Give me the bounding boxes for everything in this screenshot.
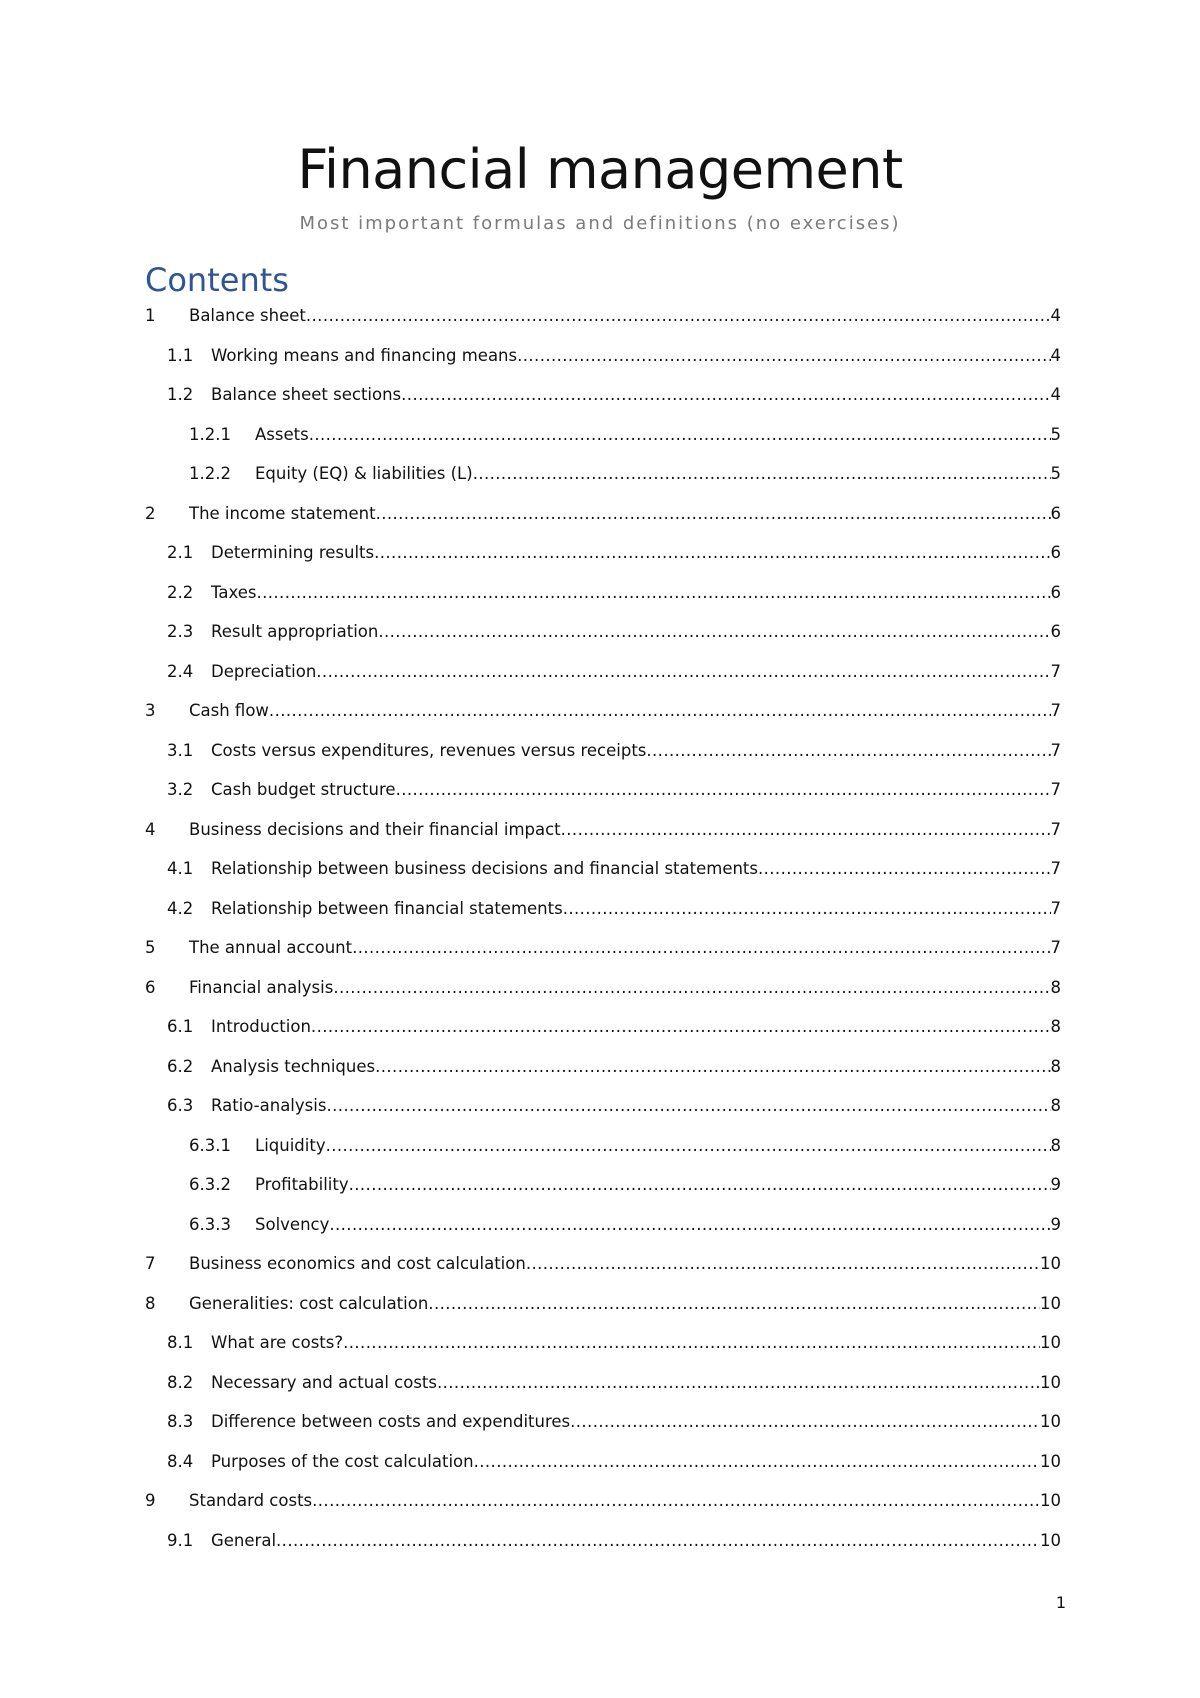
toc-entry-label: Taxes bbox=[211, 582, 257, 602]
toc-entry-number: 8 bbox=[145, 1293, 156, 1313]
toc-entry-page: 10 bbox=[1040, 1451, 1061, 1471]
toc-entry[interactable] bbox=[145, 895, 1061, 935]
toc-dot-leader bbox=[306, 302, 1051, 330]
toc-entry[interactable] bbox=[145, 1290, 1061, 1330]
toc-entry[interactable] bbox=[145, 697, 1061, 737]
toc-entry[interactable] bbox=[145, 460, 1061, 500]
toc-entry-number: 6.1 bbox=[167, 1017, 194, 1036]
toc-entry[interactable] bbox=[145, 1250, 1061, 1290]
toc-entry-number: 2.4 bbox=[167, 661, 194, 681]
toc-entry-page: 8 bbox=[1050, 1096, 1061, 1115]
toc-dot-leader bbox=[333, 974, 1050, 1002]
toc-entry-number: 2 bbox=[145, 503, 156, 523]
toc-entry[interactable] bbox=[145, 776, 1061, 816]
toc-dot-leader bbox=[396, 776, 1051, 804]
toc-entry-number: 1.2.2 bbox=[189, 464, 231, 483]
toc-entry-page: 10 bbox=[1040, 1372, 1061, 1392]
toc-entry[interactable] bbox=[145, 1408, 1061, 1448]
toc-dot-leader bbox=[561, 816, 1051, 844]
toc-dot-leader bbox=[526, 1250, 1040, 1278]
toc-entry-page: 5 bbox=[1050, 424, 1061, 444]
toc-entry[interactable] bbox=[145, 816, 1061, 856]
toc-entry-number: 8.3 bbox=[167, 1412, 194, 1431]
toc-entry-label: Working means and financing means bbox=[211, 345, 518, 365]
toc-entry[interactable] bbox=[145, 1053, 1061, 1093]
toc-entry-label: Determining results bbox=[211, 543, 375, 562]
toc-dot-leader bbox=[437, 1369, 1040, 1397]
toc-entry-page: 10 bbox=[1040, 1293, 1061, 1313]
toc-entry-number: 3.2 bbox=[167, 780, 194, 799]
toc-dot-leader bbox=[375, 1053, 1050, 1081]
document-title: Financial management bbox=[297, 138, 903, 201]
toc-entry-number: 1 bbox=[145, 306, 156, 325]
toc-entry-number: 1.2.1 bbox=[189, 424, 231, 444]
toc-entry-page: 4 bbox=[1050, 345, 1061, 365]
toc-entry-number: 3 bbox=[145, 701, 156, 720]
toc-entry-page: 7 bbox=[1050, 701, 1061, 720]
toc-dot-leader bbox=[428, 1290, 1040, 1318]
toc-entry-label: Equity (EQ) & liabilities (L) bbox=[255, 464, 473, 483]
toc-dot-leader bbox=[309, 421, 1051, 449]
toc-entry-number: 2.3 bbox=[167, 622, 194, 641]
toc-dot-leader bbox=[352, 934, 1050, 962]
toc-entry-page: 10 bbox=[1040, 1254, 1061, 1273]
toc-entry-number: 9.1 bbox=[167, 1530, 194, 1550]
toc-entry-label: Financial analysis bbox=[189, 977, 334, 997]
toc-entry-label: Business decisions and their financial impact bbox=[189, 819, 561, 839]
toc-entry-label: The income statement bbox=[189, 503, 376, 523]
toc-entry-number: 4 bbox=[145, 819, 156, 839]
toc-entry-page: 7 bbox=[1050, 740, 1061, 760]
toc-entry[interactable] bbox=[145, 658, 1061, 698]
toc-entry-label: Purposes of the cost calculation bbox=[211, 1451, 474, 1471]
toc-entry-label: Introduction bbox=[211, 1017, 311, 1036]
toc-dot-leader bbox=[570, 1408, 1040, 1436]
toc-entry-page: 9 bbox=[1050, 1175, 1061, 1194]
toc-dot-leader bbox=[326, 1132, 1051, 1160]
toc-entry[interactable] bbox=[145, 1369, 1061, 1409]
toc-entry-label: Profitability bbox=[255, 1175, 349, 1194]
toc-entry-number: 7 bbox=[145, 1254, 156, 1273]
toc-entry[interactable] bbox=[145, 1211, 1061, 1251]
toc-dot-leader bbox=[646, 737, 1050, 765]
toc-entry-label: Depreciation bbox=[211, 661, 317, 681]
toc-dot-leader bbox=[269, 697, 1051, 725]
toc-entry[interactable] bbox=[145, 539, 1061, 579]
toc-dot-leader bbox=[343, 1329, 1040, 1357]
toc-entry[interactable] bbox=[145, 934, 1061, 974]
toc-entry-label: Assets bbox=[255, 424, 309, 444]
toc-entry-page: 8 bbox=[1050, 1135, 1061, 1155]
page-number: 1 bbox=[1055, 1593, 1066, 1612]
toc-entry-label: Result appropriation bbox=[211, 622, 379, 641]
toc-entry-page: 7 bbox=[1050, 819, 1061, 839]
toc-entry-label: General bbox=[211, 1530, 277, 1550]
toc-entry-number: 1.2 bbox=[167, 385, 194, 404]
toc-entry-number: 6 bbox=[145, 977, 156, 997]
toc-entry-label: Cash budget structure bbox=[211, 780, 396, 799]
toc-dot-leader bbox=[374, 539, 1050, 567]
toc-entry-number: 2.1 bbox=[167, 543, 194, 562]
toc-entry[interactable] bbox=[145, 500, 1061, 540]
toc-entry-number: 2.2 bbox=[167, 582, 194, 602]
toc-entry-page: 6 bbox=[1050, 503, 1061, 523]
toc-entry[interactable] bbox=[145, 1487, 1061, 1527]
toc-dot-leader bbox=[758, 855, 1051, 883]
toc-dot-leader bbox=[326, 1092, 1050, 1120]
toc-entry-number: 8.4 bbox=[167, 1451, 194, 1471]
toc-entry-number: 6.3.1 bbox=[189, 1135, 231, 1155]
toc-entry-label: Business economics and cost calculation bbox=[189, 1254, 526, 1273]
toc-dot-leader bbox=[311, 1013, 1051, 1041]
toc-entry-number: 9 bbox=[145, 1491, 156, 1510]
table-of-contents bbox=[145, 302, 1061, 1566]
toc-dot-leader bbox=[312, 1487, 1040, 1515]
toc-entry[interactable] bbox=[145, 421, 1061, 461]
toc-entry[interactable] bbox=[145, 618, 1061, 658]
toc-entry-label: Standard costs bbox=[189, 1491, 313, 1510]
toc-entry[interactable] bbox=[145, 1527, 1061, 1567]
toc-dot-leader bbox=[376, 500, 1051, 528]
toc-entry[interactable] bbox=[145, 1092, 1061, 1132]
toc-dot-leader bbox=[256, 579, 1050, 607]
toc-entry-label: Ratio-analysis bbox=[211, 1096, 327, 1115]
toc-entry-number: 4.1 bbox=[167, 859, 194, 878]
toc-entry-page: 8 bbox=[1050, 977, 1061, 997]
toc-entry[interactable] bbox=[145, 1448, 1061, 1488]
toc-dot-leader bbox=[316, 658, 1050, 686]
toc-entry-page: 10 bbox=[1040, 1530, 1061, 1550]
toc-dot-leader bbox=[349, 1171, 1051, 1199]
toc-entry[interactable] bbox=[145, 1013, 1061, 1053]
toc-entry-page: 5 bbox=[1050, 464, 1061, 483]
toc-entry-label: Analysis techniques bbox=[211, 1056, 376, 1076]
toc-entry[interactable] bbox=[145, 1171, 1061, 1211]
toc-entry-page: 6 bbox=[1050, 543, 1061, 562]
toc-entry-page: 8 bbox=[1050, 1017, 1061, 1036]
toc-entry-page: 10 bbox=[1040, 1412, 1061, 1431]
toc-entry-number: 8.2 bbox=[167, 1372, 194, 1392]
toc-entry-page: 7 bbox=[1050, 780, 1061, 799]
toc-entry-page: 7 bbox=[1050, 661, 1061, 681]
toc-entry-number: 6.3.3 bbox=[189, 1214, 231, 1234]
toc-entry-label: Generalities: cost calculation bbox=[189, 1293, 429, 1313]
document-subtitle: Most important formulas and definitions (no exercises) bbox=[299, 213, 901, 234]
toc-entry-label: Balance sheet sections bbox=[211, 385, 402, 404]
toc-dot-leader bbox=[378, 618, 1050, 646]
toc-dot-leader bbox=[473, 460, 1051, 488]
toc-entry-number: 4.2 bbox=[167, 898, 194, 918]
toc-entry-page: 10 bbox=[1040, 1491, 1061, 1510]
toc-entry-number: 6.2 bbox=[167, 1056, 194, 1076]
toc-entry[interactable] bbox=[145, 579, 1061, 619]
toc-entry-label: Relationship between business decisions and financial statements bbox=[211, 859, 758, 878]
toc-entry-page: 8 bbox=[1050, 1056, 1061, 1076]
toc-entry-label: Cash flow bbox=[189, 701, 269, 720]
toc-entry-page: 7 bbox=[1050, 859, 1061, 878]
toc-dot-leader bbox=[517, 342, 1050, 370]
toc-entry-number: 1.1 bbox=[167, 345, 194, 365]
toc-dot-leader bbox=[401, 381, 1050, 409]
toc-entry-page: 7 bbox=[1050, 938, 1061, 957]
toc-entry-label: Solvency bbox=[255, 1214, 330, 1234]
toc-entry-label: What are costs? bbox=[211, 1333, 344, 1352]
toc-entry[interactable] bbox=[145, 737, 1061, 777]
toc-entry-label: Costs versus expenditures, revenues versus receipts bbox=[211, 740, 647, 760]
toc-entry-number: 6.3 bbox=[167, 1096, 194, 1115]
toc-entry-page: 4 bbox=[1050, 306, 1061, 325]
toc-entry-number: 5 bbox=[145, 938, 156, 957]
toc-entry-label: Difference between costs and expenditures bbox=[211, 1412, 571, 1431]
toc-dot-leader bbox=[563, 895, 1051, 923]
toc-entry[interactable] bbox=[145, 974, 1061, 1014]
toc-entry[interactable] bbox=[145, 855, 1061, 895]
toc-entry-number: 8.1 bbox=[167, 1333, 194, 1352]
toc-entry-label: Relationship between financial statements bbox=[211, 898, 563, 918]
toc-entry[interactable] bbox=[145, 302, 1061, 342]
toc-heading: Contents bbox=[145, 261, 289, 299]
toc-entry-number: 3.1 bbox=[167, 740, 194, 760]
toc-entry-label: Liquidity bbox=[255, 1135, 326, 1155]
toc-entry-page: 4 bbox=[1050, 385, 1061, 404]
toc-dot-leader bbox=[276, 1527, 1040, 1555]
toc-entry[interactable] bbox=[145, 1329, 1061, 1369]
toc-entry-number: 6.3.2 bbox=[189, 1175, 231, 1194]
toc-dot-leader bbox=[329, 1211, 1050, 1239]
toc-entry-page: 10 bbox=[1040, 1333, 1061, 1352]
toc-entry[interactable] bbox=[145, 1132, 1061, 1172]
toc-entry-label: Necessary and actual costs bbox=[211, 1372, 437, 1392]
toc-entry-page: 6 bbox=[1050, 622, 1061, 641]
toc-entry-page: 7 bbox=[1050, 898, 1061, 918]
toc-dot-leader bbox=[474, 1448, 1040, 1476]
toc-entry[interactable] bbox=[145, 381, 1061, 421]
toc-entry-label: Balance sheet bbox=[189, 306, 306, 325]
toc-entry-page: 9 bbox=[1050, 1214, 1061, 1234]
toc-entry-page: 6 bbox=[1050, 582, 1061, 602]
toc-entry-label: The annual account bbox=[189, 938, 353, 957]
toc-entry[interactable] bbox=[145, 342, 1061, 382]
